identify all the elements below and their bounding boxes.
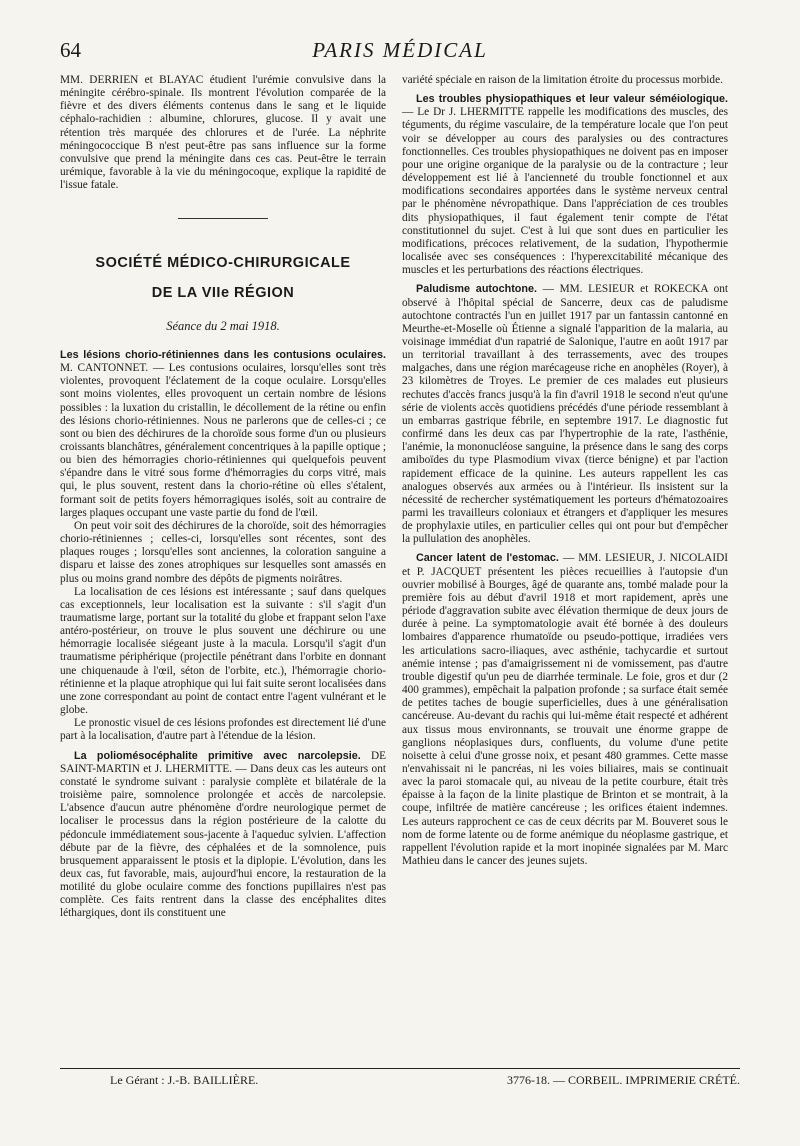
page-footer bbox=[60, 1068, 740, 1087]
session-date: Séance du 2 mai 1918. bbox=[166, 318, 280, 333]
paludisme-p1: — MM. LESIEUR et ROKECKA ont observé à l'hôpital spécial de Sancerre, deux cas de paludisme autochtone contractés l'un en juillet 1917 par un fantassin cantonné en Meurthe-et-Moselle où Étienne a signalé l'apparition de la malaria, au voisinage immédiat d'un rapatrié de Salonique, l'autre en août 1917 par un territorial travaillant à des terrassements, avec des troupes malgaches, dans une région marécageuse riche en anophèles (Royer), à 23 kilomètres de Troyes. Le premier de ces malades eut plusieurs rechutes d'accès francs jusqu'à la fin d'avril 1918 le second n'eut qu'une série de violents accès quotidiens précédés d'une période ressemblant à un embarras gastrique fébrile, en septembre 1917. Le diagnostic fut confirmé dans les deux cas par l'hypertrophie de la rate, l'asthénie, l'anémie, la mononucléose sanguine, la présence dans le sang des corps amiboïdes du type Plasmodium vivax (tierce bénigne) et par l'action rapidement efficace de la quinine. Les auteurs rappellent les cas analogues observés aux armées ou à l'intérieur. Ils insistent sur la nécessité de rechercher systématiquement les porteurs d'hématozoaires parmi les travailleurs coloniaux et étrangers et d'appliquer les mesures de prophylaxie utiles, en particulier celles qui ont pour but d'empêcher la pullulation des anophèles. bbox=[402, 283, 729, 546]
page-header bbox=[60, 38, 740, 68]
gerant-line: Le Gérant : J.-B. BAILLIÈRE. bbox=[110, 1073, 259, 1087]
right-column bbox=[402, 74, 728, 868]
troubles-p: — Le Dr J. LHERMITTE rappelle les modifications des muscles, des téguments, du régime vasculaire, de la température locale que l'on peut voir se développer au cours des paralysies ou des contractures fonctionnelles. Ces troubles physiopathiques ne doivent pas en imposer pour une origine organique de la paralysie ou de la contracture ; leur développement est lié à l'ancienneté du trouble fonctionnel et aux modifications secondaires apportées dans le système nerveux central par le phénomène névropathique. Dans l'appréciation de ces troubles dits physiopathiques, il faut également tenir compte de l'état constitutionnel du sujet. C'est à lui que sont dues en particulier les modifications, précoces relativement, de la sudation, l'hypothermie localisée avec ses conséquences : l'hyperexcitabilité mécanique des muscles et les perturbations des réactions électriques. bbox=[402, 106, 728, 277]
page-number: 64 bbox=[60, 38, 81, 62]
lesions-p1: M. CANTONNET. — Les contusions oculaires, lorsqu'elles sont très violentes, provoquent l'éclatement de la coque oculaire. Lorsqu'elles sont moins violentes, elles provoquent un certain nombre de lésions possibles : la luxation du cristallin, le décollement de la rétine ou enfin des lésions chorio-rétiniennes. Nous ne parlerons que de celles-ci ; ce sont ou bien des déchirures de la choroïde sous forme d'un ou plusieurs croissants blanchâtres, généralement concentriques à la papille optique ; ou bien des hémorragies chorio-rétiniennes qui quelquefois peuvent s'épandre dans le vitré sous forme d'hémorragies du corps vitré, mais qui, le plus souvent, restent dans la chorio-rétine où elles s'étalent, formant soit de petits foyers hémorragiques isolés, soit au contraire de larges plaques occupant une vaste partie du fond de l'œil. bbox=[60, 362, 386, 519]
paludisme-article bbox=[402, 283, 728, 546]
polio-article bbox=[60, 750, 386, 921]
lesions-p3: La localisation de ces lésions est intéressante ; sauf dans quelques cas exceptionnels, leur localisation est la suivante : s'il s'agit d'un traumatisme large, portant sur la totalité du globe et frappant selon l'axe antéro-postérieur, on trouve le plus souvent une déchirure ou une hémorragie localisée siégeant juste à la macula. Lorsqu'il s'agit d'un traumatisme périphérique (projectile pénétrant dans l'orbite en donnant une chiquenaude à l'œil, séton de l'orbite, etc.), l'hémorragie chorio-rétinienne et la plaque atrophique qui lui fait suite seront localisées dans une zone correspondant au point de contact entre l'agent vulnérant et le globe. bbox=[60, 585, 386, 717]
polio-p1: DE SAINT-MARTIN et J. LHERMITTE. — Dans deux cas les auteurs ont constaté le syndrome suivant : paralysie complète et bilatérale de la troisième paire, somnolence prolongée et accès de narcolepsie. L'absence d'aucun autre phénomène d'ordre neurologique permet de localiser le processus dans la région postérieure de la calotte du pédoncule immédiatement sous-jacente à l'aqueduc sylvien. L'affection débute par de la fièvre, des céphalées et de la somnolence, puis brusquement apparaissent le ptosis et la diplopie. L'évolution, dans les deux cas, fut favorable, mais, aujourd'hui encore, la restauration de la motilité du globe oculaire comme des fonctions pupillaires n'est pas complète. Ces faits rentrent dans la classe des encéphalites dites léthargiques, dont ils constituent une bbox=[60, 749, 386, 920]
society-title: SOCIÉTÉ MÉDICO-CHIRURGICALE bbox=[95, 255, 351, 272]
lesions-article bbox=[60, 349, 386, 744]
section-divider bbox=[178, 218, 268, 219]
lesions-p2: On peut voir soit des déchirures de la choroïde, soit des hémorragies chorio-rétiniennes ; celles-ci, lorsqu'elles sont récentes, sont des plaques rouges ; lorsqu'elles sont anciennes, la coloration sanguine a disparu et laisse des zones atrophiques sur lesquelles sont amassés en plus ou moins grand nombre des dépôts de pigments noirâtres. bbox=[60, 519, 386, 585]
lesions-title: Les lésions chorio-rétiniennes dans les contusions oculaires. bbox=[60, 348, 386, 361]
lesions-p4: Le pronostic visuel de ces lésions profondes est directement lié d'une part à la localisation, d'autre part à l'étendue de la lésion. bbox=[60, 717, 386, 743]
cancer-title: Cancer latent de l'estomac. bbox=[416, 552, 559, 565]
paludisme-title: Paludisme autochtone. bbox=[416, 283, 537, 296]
polio-continuation: variété spéciale en raison de la limitation étroite du processus morbide. bbox=[402, 74, 723, 86]
cancer-article bbox=[402, 552, 728, 868]
printer-line: 3776-18. — CORBEIL. IMPRIMERIE CRÉTÉ. bbox=[507, 1073, 740, 1087]
running-title: PARIS MÉDICAL bbox=[312, 38, 488, 62]
cancer-p1: — MM. LESIEUR, J. NICOLAIDI et P. JACQUET présentent les pièces recueillies à l'autopsie d'un ouvrier mobilisé à Bourges, âgé de quarante ans, tombé malade pour la première fois au début d'avril 1918 et mort rapidement, après une période d'aggravation subite avec élévation thermique de deux jours de durée à peine. La symptomatologie avait été bornée à des douleurs lombaires d'apparence rhumatoïde ou pseudo-pottique, irradiées vers les articulations sacro-iliaques, avec asthénie, tachycardie et surtout anémie intense ; pas d'amaigrissement ni de vomissement, pas d'autre trouble digestif qu'un peu de diarrhée terminale. Le foie, gros et dur (2 400 grammes), empêchait la palpation profonde ; sa surface était semée de petites taches de bougie superficielles, dues à une généralisation cancéreuse. Au-devant du rachis qui lui-même était respecté et adhérent aux tissus mous environnants, se trouvait une énorme grappe de ganglions néoplasiques durs, confluents, du volume d'une petite noisette à celui d'une grosse noix, et pesant 480 grammes. Cette masse n'envahissait ni le pancréas, ni les voies biliaires, mais se continuait avec la paroi stomacale qui, au niveau de la petite courbure, était très épaisse à la façon de la linite plastique de Brinton et se montrait, à la coupe, infiltrée de matière cancéreuse ; les orifices étaient indemnes. Les auteurs rapprochent ce cas de ceux décrits par M. Bouveret sous le nom de forme latente ou de forme anémique du néoplasme gastrique, et rappellent l'évolution rapide et la mort inopinée signalées par M. Marc Mathieu dans le cancer des jeunes sujets. bbox=[402, 552, 728, 868]
polio-title: La poliomésocéphalite primitive avec narcolepsie. bbox=[74, 749, 361, 762]
region-title: DE LA VIIe RÉGION bbox=[151, 284, 295, 301]
troubles-article bbox=[402, 93, 728, 277]
uremie-paragraph: MM. DERRIEN et BLAYAC étudient l'urémie convulsive dans la méningite cérébro-spinale. Ils montrent l'évolution comparée de la fièvre et des divers éléments contenus dans le sang et le liquide céphalo-rachidien : albumine, chlorures, glucose. Il y avait une rétention très marquée des chlorures et de l'urée. La néphrite méningococcique B n'est peut-être pas sans influence sur la forme convulsive que prend la méningite dans ces cas. Peut-être le terrain urémique, favorable à la vie du méningocoque, explique la rapidité de l'issue fatale. bbox=[60, 74, 386, 192]
left-column bbox=[60, 74, 386, 921]
troubles-title: Les troubles physiopathiques et leur valeur séméiologique. bbox=[416, 93, 728, 106]
